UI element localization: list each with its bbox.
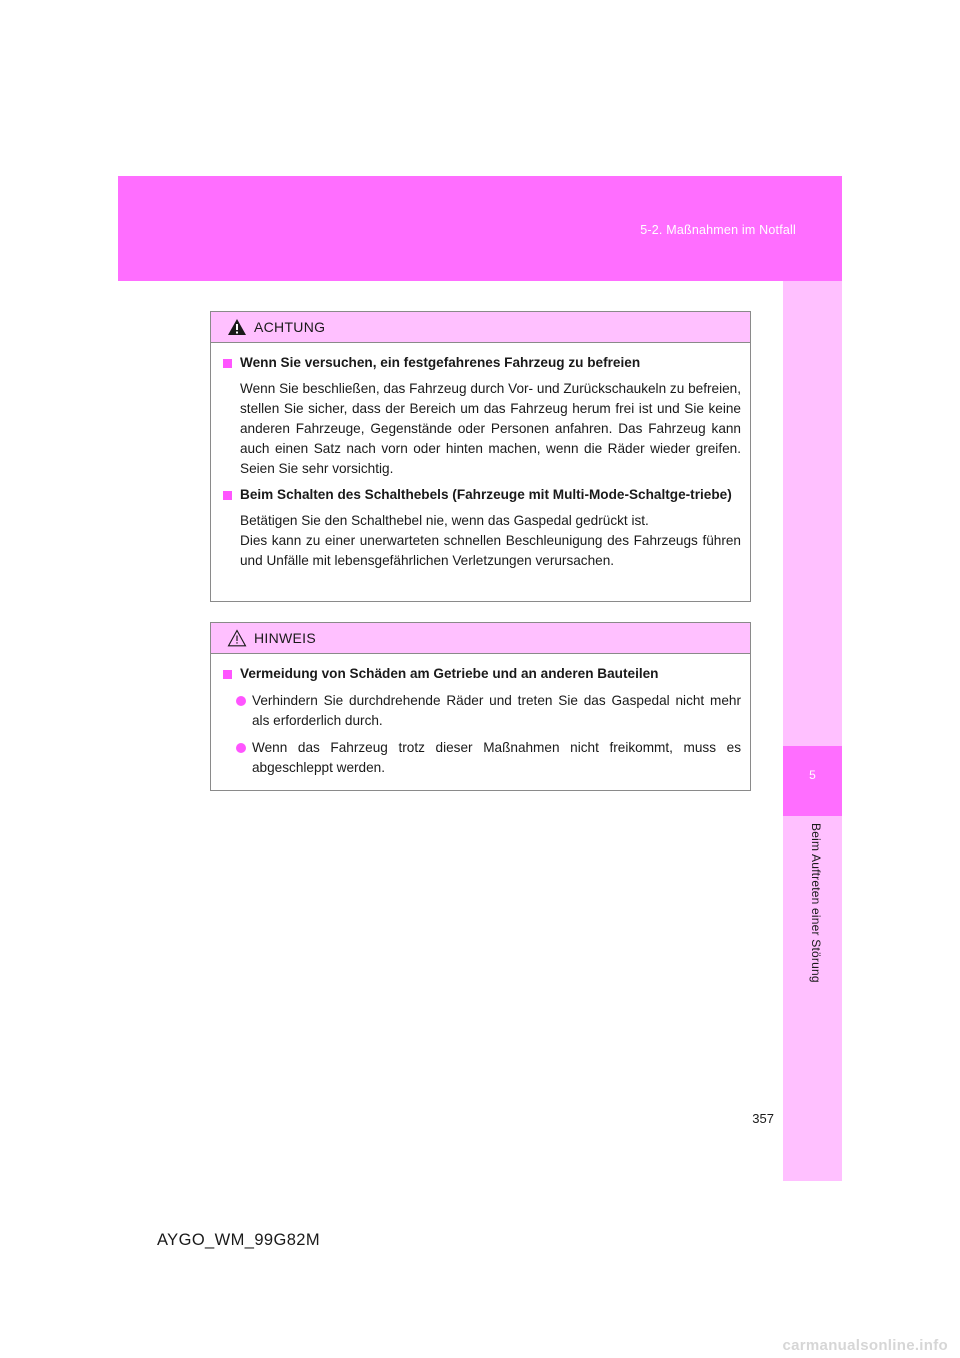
square-bullet-icon <box>223 491 232 500</box>
notice-list-item <box>221 738 741 778</box>
notice-heading <box>221 664 741 684</box>
notice-box-body <box>211 654 750 778</box>
section-title: 5-2. Maßnahmen im Notfall <box>640 223 796 237</box>
notice-box <box>210 622 751 791</box>
warning-box-header <box>211 312 750 343</box>
page-number: 357 <box>752 1111 774 1126</box>
notice-box-title: HINWEIS <box>254 630 316 646</box>
square-bullet-icon <box>223 670 232 679</box>
chapter-number-block <box>783 746 842 816</box>
warning-paragraph: Betätigen Sie den Schalthebel nie, wenn das Gaspedal gedrückt ist. <box>240 513 649 528</box>
square-bullet-icon <box>223 359 232 368</box>
warning-section-heading <box>221 353 741 373</box>
watermark-strip <box>0 1334 960 1358</box>
warning-box <box>210 311 751 602</box>
chapter-label: Beim Auftreten einer Störung <box>809 823 823 983</box>
chapter-side-tab <box>783 281 842 1181</box>
notice-list-item-text: Wenn das Fahrzeug trotz dieser Maßnahmen nicht freikommt, muss es abgeschleppt werden. <box>252 740 741 775</box>
warning-section-heading-text: Beim Schalten des Schalthebels (Fahrzeuge mit Multi-Mode-Schaltge-triebe) <box>240 487 732 502</box>
header-band <box>118 176 842 281</box>
warning-section-heading <box>221 485 741 505</box>
round-bullet-icon <box>236 696 246 706</box>
warning-section-heading-text: Wenn Sie versuchen, ein festgefahrenes Fahrzeug zu befreien <box>240 355 641 370</box>
chapter-number: 5 <box>809 768 816 782</box>
notice-list-item <box>221 691 741 731</box>
warning-paragraph: Wenn Sie beschließen, das Fahrzeug durch Vor- und Zurückschaukeln zu befreien, stellen Sie sicher, dass der Bereich um das Fahrzeug herum frei ist und Sie keine anderen Fahrzeuge, Gegenstände oder Personen anfahren. Das Fahrzeug kann auch einen Satz nach vorn oder hinten machen, wenn die Räder wieder greifen. Seien Sie sehr vorsichtig. <box>240 381 741 476</box>
notice-box-header <box>211 623 750 654</box>
round-bullet-icon <box>236 743 246 753</box>
notice-list-item-text: Verhindern Sie durchdrehende Räder und treten Sie das Gaspedal nicht mehr als erforderlich durch. <box>252 693 741 728</box>
warning-paragraph: Dies kann zu einer unerwarteten schnellen Beschleunigung des Fahrzeugs führen und Unfälle mit lebensgefährlichen Verletzungen verursachen. <box>240 533 741 568</box>
watermark-text: carmanualsonline.info <box>782 1337 948 1354</box>
warning-triangle-filled-icon <box>227 318 247 336</box>
warning-triangle-outline-icon <box>227 629 247 647</box>
warning-box-body <box>211 343 750 571</box>
notice-heading-text: Vermeidung von Schäden am Getriebe und an anderen Bauteilen <box>240 666 659 681</box>
warning-box-title: ACHTUNG <box>254 319 326 335</box>
footer-document-code: AYGO_WM_99G82M <box>157 1231 321 1249</box>
